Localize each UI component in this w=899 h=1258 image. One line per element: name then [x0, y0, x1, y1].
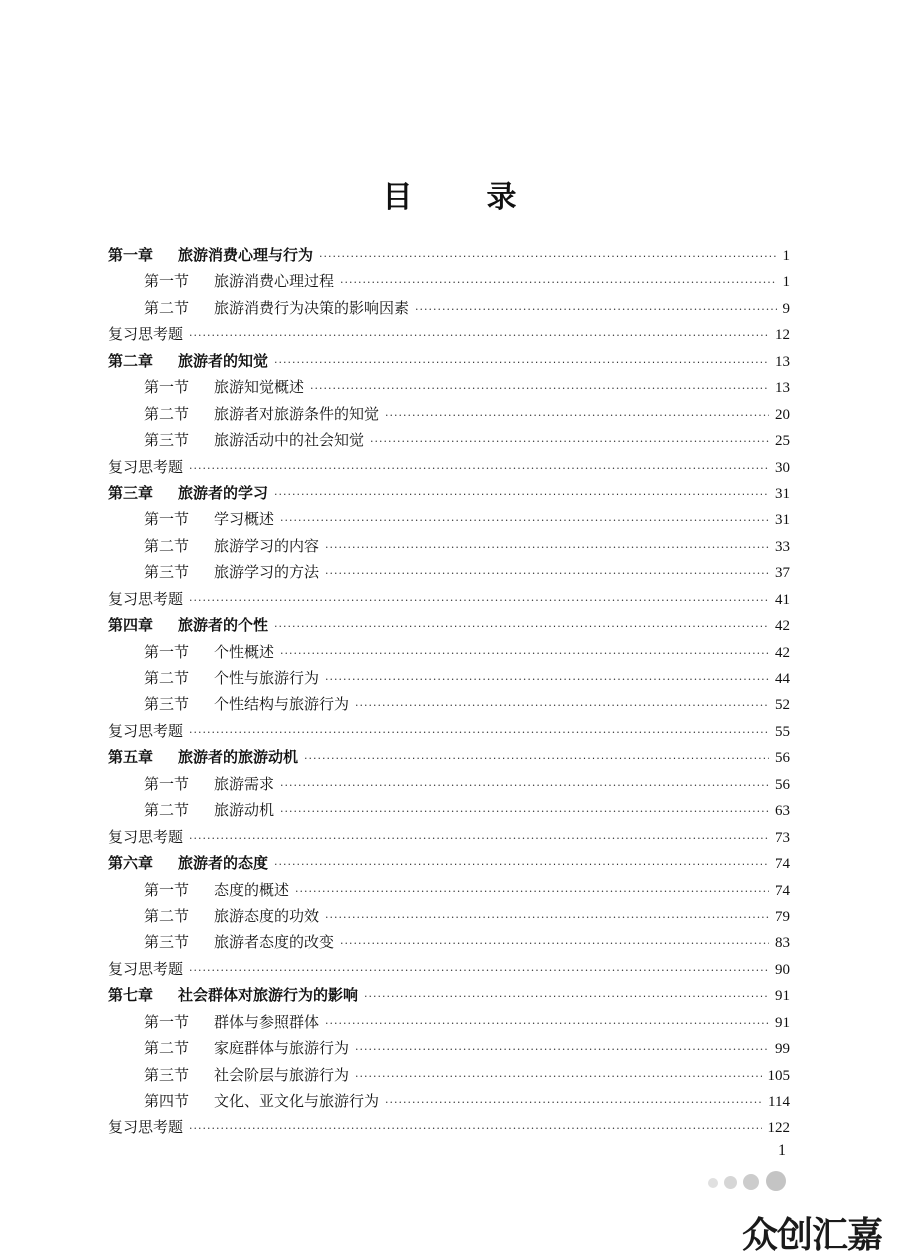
toc-entry-page: 74: [775, 856, 790, 873]
toc-entry-title: 复习思考题: [108, 589, 184, 608]
toc-entry-page: 63: [775, 803, 790, 820]
toc-leader-dots: [385, 403, 769, 429]
toc-section-row[interactable]: [108, 639, 790, 665]
toc-leader-dots: [340, 931, 769, 957]
toc-section-row[interactable]: [108, 559, 790, 585]
toc-chapter-row[interactable]: [108, 480, 790, 506]
toc-leader-dots: [295, 879, 769, 905]
toc-entry-page: 20: [775, 406, 790, 423]
toc-entry-page: 30: [775, 459, 790, 476]
toc-section-row[interactable]: [108, 691, 790, 717]
toc-entry-page: 91: [775, 988, 790, 1005]
toc-entry-title: 旅游者的态度: [178, 854, 269, 873]
toc-section-row[interactable]: [108, 506, 790, 532]
toc-entry-number: 第一节: [144, 272, 190, 291]
toc-leader-dots: [189, 720, 769, 746]
toc-chapter-row[interactable]: [108, 982, 790, 1008]
toc-entry-page: 41: [775, 591, 790, 608]
toc-leader-dots: [189, 588, 769, 614]
toc-entry-page: 13: [775, 353, 790, 370]
toc-entry-page: 74: [775, 882, 790, 899]
toc-entry-title: 复习思考题: [108, 1118, 184, 1137]
toc-leader-dots: [310, 376, 769, 402]
toc-section-row[interactable]: [108, 771, 790, 797]
toc-entry-title: 旅游者态度的改变: [214, 933, 335, 952]
toc-entry-page: 122: [767, 1120, 790, 1137]
toc-entry-title: 旅游知觉概述: [214, 378, 305, 397]
toc-entry-title: 旅游消费心理与行为: [178, 246, 314, 264]
toc-leader-dots: [280, 641, 769, 667]
toc-entry-page: 79: [775, 908, 790, 925]
toc-entry-number: 第一节: [144, 774, 190, 793]
toc-section-row[interactable]: [108, 1009, 790, 1035]
toc-leader-dots: [340, 270, 776, 296]
toc-entry-title: 个性概述: [214, 642, 275, 661]
toc-entry-page: 55: [775, 723, 790, 740]
toc-entry-number: 第二节: [144, 801, 190, 820]
toc-entry-number: 第二节: [144, 1039, 190, 1058]
toc-section-row[interactable]: [108, 797, 790, 823]
toc-section-row[interactable]: [108, 295, 790, 321]
toc-entry-title: 家庭群体与旅游行为: [214, 1039, 350, 1058]
toc-chapter-row[interactable]: [108, 744, 790, 770]
toc-leader-dots: [280, 799, 769, 825]
toc-leader-dots: [370, 429, 769, 455]
toc-entry-number: 第一节: [144, 378, 190, 397]
toc-entry-number: 第二节: [144, 906, 190, 925]
decorative-dots: [708, 1170, 792, 1192]
toc-entry-number: 第二节: [144, 298, 190, 317]
toc-leader-dots: [304, 746, 769, 772]
toc-entry-title: 态度的概述: [214, 880, 290, 899]
toc-leader-dots: [355, 693, 769, 719]
toc-review-row[interactable]: [108, 956, 790, 982]
toc-entry-page: 99: [775, 1041, 790, 1058]
toc-leader-dots: [325, 561, 769, 587]
toc-entry-page: 33: [775, 538, 790, 555]
toc-entry-page: 83: [775, 935, 790, 952]
toc-section-row[interactable]: [108, 268, 790, 294]
toc-section-row[interactable]: [108, 401, 790, 427]
toc-entry-page: 42: [775, 644, 790, 661]
toc-leader-dots: [274, 482, 769, 508]
toc-section-row[interactable]: [108, 877, 790, 903]
watermark-logo: 众创汇嘉: [742, 1215, 883, 1256]
toc-entry-page: 9: [782, 300, 790, 317]
toc-entry-page: 37: [775, 565, 790, 582]
toc-chapter-row[interactable]: [108, 348, 790, 374]
toc-entry-page: 90: [775, 961, 790, 978]
toc-entry-number: 第二章: [108, 351, 154, 370]
toc-entry-title: 复习思考题: [108, 959, 184, 978]
toc-entry-title: 旅游者的学习: [178, 483, 269, 502]
toc-entry-title: 个性结构与旅游行为: [214, 695, 350, 714]
toc-entry-title: 旅游者对旅游条件的知觉: [214, 404, 380, 423]
toc-entry-page: 114: [768, 1094, 790, 1110]
toc-entry-number: 第七章: [108, 986, 154, 1005]
toc-entry-page: 105: [767, 1067, 790, 1084]
toc-leader-dots: [189, 456, 769, 482]
page-title: [0, 172, 899, 216]
toc-entry-page: 73: [775, 829, 790, 846]
toc-entry-number: 第二节: [144, 536, 190, 555]
toc-section-row[interactable]: [108, 1062, 790, 1088]
toc-entry-title: 旅游学习的方法: [214, 563, 320, 582]
toc-entry-number: 第六章: [108, 854, 154, 873]
toc-entry-number: 第一节: [144, 510, 190, 529]
toc-leader-dots: [325, 535, 769, 561]
table-of-contents: [108, 242, 790, 1141]
toc-leader-dots: [385, 1090, 762, 1116]
toc-entry-number: 第三章: [108, 483, 154, 502]
toc-section-row[interactable]: [108, 929, 790, 955]
toc-entry-number: 第一节: [144, 1012, 190, 1031]
toc-section-row[interactable]: [108, 374, 790, 400]
toc-entry-number: 第二节: [144, 669, 190, 687]
toc-entry-title: 旅游消费心理过程: [214, 272, 335, 291]
toc-entry-title: 群体与参照群体: [214, 1012, 320, 1031]
toc-entry-number: 第二节: [144, 404, 190, 423]
toc-leader-dots: [274, 614, 769, 640]
toc-entry-number: 第四章: [108, 616, 154, 635]
toc-entry-page: 12: [775, 327, 790, 344]
toc-entry-title: 旅游消费行为决策的影响因素: [214, 298, 410, 317]
toc-section-row[interactable]: [108, 533, 790, 559]
toc-entry-page: 44: [775, 671, 790, 687]
toc-entry-page: 56: [775, 776, 790, 793]
toc-entry-number: 第一节: [144, 880, 190, 899]
toc-leader-dots: [280, 508, 769, 534]
toc-leader-dots: [325, 667, 769, 693]
toc-entry-page: 52: [775, 697, 790, 714]
toc-entry-page: 31: [775, 512, 790, 529]
toc-entry-title: 复习思考题: [108, 325, 184, 344]
toc-entry-title: 个性与旅游行为: [214, 669, 320, 687]
toc-review-row[interactable]: [108, 1114, 790, 1140]
toc-entry-page: 1: [782, 248, 790, 264]
toc-leader-dots: [189, 826, 769, 852]
toc-leader-dots: [319, 244, 776, 270]
toc-entry-title: 复习思考题: [108, 721, 184, 740]
toc-section-row[interactable]: [108, 1035, 790, 1061]
toc-entry-page: 42: [775, 618, 790, 635]
toc-entry-title: 复习思考题: [108, 457, 184, 476]
toc-leader-dots: [355, 1064, 761, 1090]
toc-section-row[interactable]: [108, 1088, 790, 1114]
toc-leader-dots: [355, 1037, 769, 1063]
toc-entry-number: 第三节: [144, 695, 190, 714]
toc-entry-number: 第一章: [108, 246, 154, 264]
toc-section-row[interactable]: [108, 427, 790, 453]
toc-entry-title: 旅游活动中的社会知觉: [214, 431, 365, 450]
toc-entry-title: 复习思考题: [108, 827, 184, 846]
toc-entry-title: 旅游态度的功效: [214, 906, 320, 925]
toc-entry-title: 文化、亚文化与旅游行为: [214, 1092, 380, 1110]
toc-entry-title: 旅游者的知觉: [178, 351, 269, 370]
toc-section-row[interactable]: [108, 665, 790, 691]
toc-entry-title: 旅游动机: [214, 801, 275, 820]
toc-leader-dots: [189, 323, 769, 349]
toc-chapter-row[interactable]: [108, 612, 790, 638]
toc-entry-title: 社会群体对旅游行为的影响: [178, 986, 359, 1005]
toc-leader-dots: [274, 852, 769, 878]
toc-leader-dots: [274, 350, 769, 376]
toc-entry-title: 社会阶层与旅游行为: [214, 1065, 350, 1084]
toc-chapter-row[interactable]: [108, 242, 790, 268]
toc-entry-page: 31: [775, 485, 790, 502]
toc-entry-page: 1: [782, 274, 790, 291]
toc-review-row[interactable]: [108, 824, 790, 850]
toc-entry-title: 旅游者的旅游动机: [178, 748, 299, 767]
toc-entry-number: 第三节: [144, 1065, 190, 1084]
title-char-2: 录: [486, 180, 517, 215]
toc-review-row[interactable]: [108, 718, 790, 744]
toc-entry-title: 学习概述: [214, 510, 275, 529]
toc-entry-page: 91: [775, 1014, 790, 1031]
toc-entry-title: 旅游者的个性: [178, 616, 269, 635]
toc-leader-dots: [325, 905, 769, 931]
toc-entry-title: 旅游学习的内容: [214, 536, 320, 555]
page-number: 1: [778, 1142, 786, 1159]
toc-entry-title: 旅游需求: [214, 774, 275, 793]
toc-leader-dots: [415, 297, 776, 323]
toc-review-row[interactable]: [108, 321, 790, 347]
toc-leader-dots: [364, 984, 769, 1010]
toc-entry-number: 第四节: [144, 1092, 190, 1110]
toc-section-row[interactable]: [108, 903, 790, 929]
toc-leader-dots: [280, 773, 769, 799]
toc-leader-dots: [189, 958, 769, 984]
toc-review-row[interactable]: [108, 586, 790, 612]
toc-entry-number: 第五章: [108, 748, 154, 767]
toc-entry-page: 56: [775, 750, 790, 767]
toc-entry-number: 第一节: [144, 642, 190, 661]
toc-entry-number: 第三节: [144, 431, 190, 450]
toc-entry-page: 25: [775, 433, 790, 450]
toc-leader-dots: [325, 1011, 769, 1037]
toc-entry-page: 13: [775, 380, 790, 397]
toc-leader-dots: [189, 1116, 761, 1142]
title-char-1: 目: [382, 180, 413, 215]
toc-entry-number: 第三节: [144, 563, 190, 582]
toc-entry-number: 第三节: [144, 933, 190, 952]
toc-review-row[interactable]: [108, 454, 790, 480]
toc-chapter-row[interactable]: [108, 850, 790, 876]
